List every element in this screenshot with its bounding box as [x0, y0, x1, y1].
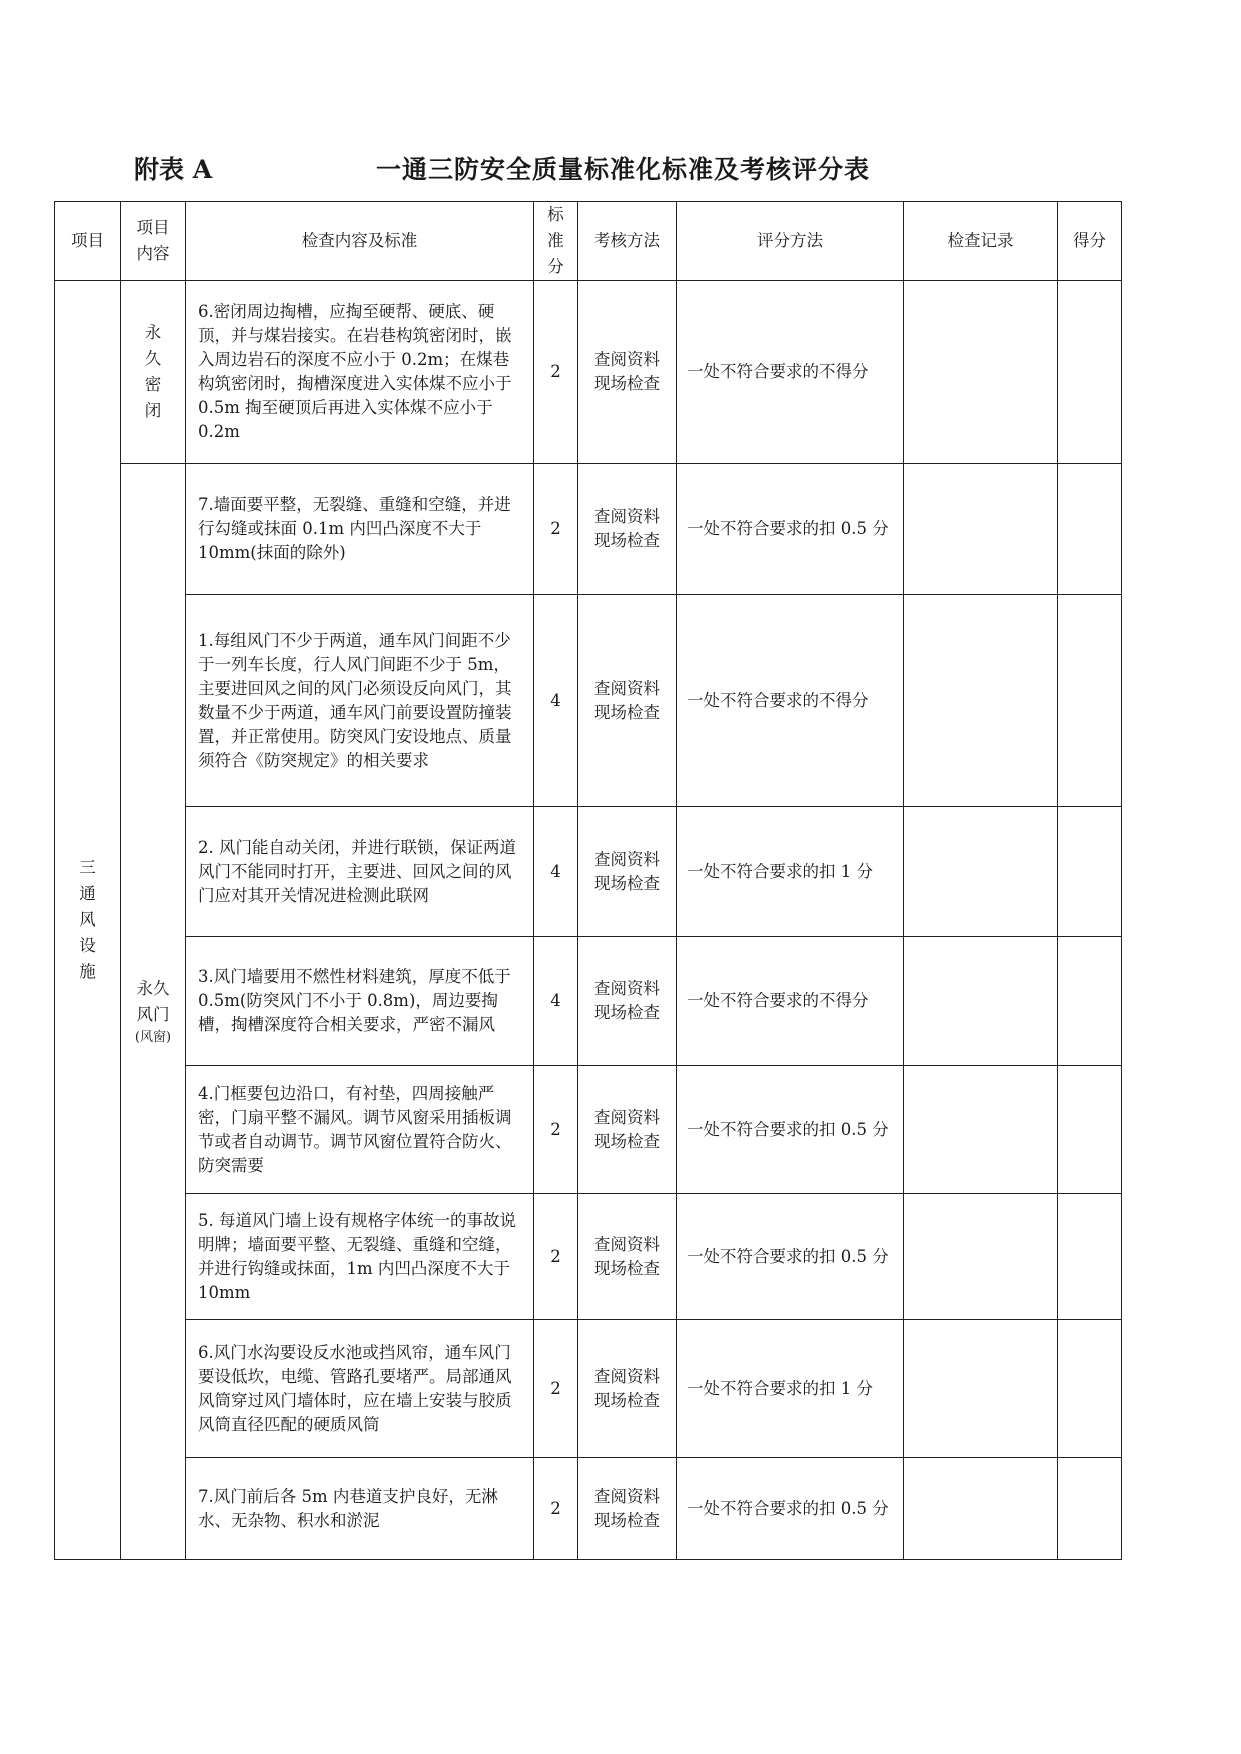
row-standard-score: 2	[534, 281, 578, 464]
table-row	[55, 281, 1122, 464]
row-got	[1058, 1458, 1122, 1560]
row-standard-score: 2	[534, 1458, 578, 1560]
row-record	[904, 1194, 1058, 1320]
header-standard-score: 标准分	[534, 202, 578, 281]
header-scoring: 评分方法	[677, 202, 904, 281]
row-record	[904, 595, 1058, 807]
row-scoring: 一处不符合要求的扣 0.5 分	[677, 464, 904, 595]
project-cell: 三通风设施	[55, 281, 121, 1560]
row-got	[1058, 464, 1122, 595]
row-method: 查阅资料 现场检查	[578, 464, 677, 595]
row-scoring: 一处不符合要求的扣 0.5 分	[677, 1194, 904, 1320]
row-content: 6.密闭周边掏槽，应掏至硬帮、硬底、硬顶，并与煤岩接实。在岩巷构筑密闭时，嵌入周边岩石的深度不应小于 0.2m；在煤巷构筑密闭时，掏槽深度进入实体煤不应小于 0.5m 掏至硬顶后再进入实体煤不应小于 0.2m	[186, 281, 534, 464]
row-scoring: 一处不符合要求的扣 1 分	[677, 1320, 904, 1458]
row-standard-score: 2	[534, 1066, 578, 1194]
row-record	[904, 281, 1058, 464]
row-content: 5. 每道风门墙上设有规格字体统一的事故说明牌；墙面要平整、无裂缝、重缝和空缝，并进行钩缝或抹面，1m 内凹凸深度不大于 10mm	[186, 1194, 534, 1320]
row-scoring: 一处不符合要求的不得分	[677, 595, 904, 807]
row-content: 6.风门水沟要设反水池或挡风帘，通车风门要设低坎，电缆、管路孔要堵严。局部通风风筒穿过风门墙体时，应在墙上安装与胶质风筒直径匹配的硬质风筒	[186, 1320, 534, 1458]
scoring-table	[54, 201, 1122, 1560]
row-record	[904, 1320, 1058, 1458]
row-method: 查阅资料 现场检查	[578, 1066, 677, 1194]
row-method: 查阅资料 现场检查	[578, 281, 677, 464]
row-content: 4.门框要包边沿口，有衬垫，四周接触严密，门扇平整不漏风。调节风窗采用插板调节或者自动调节。调节风窗位置符合防火、防突需要	[186, 1066, 534, 1194]
table-row	[55, 1066, 1122, 1194]
group-cell-sealing: 永久密闭	[121, 281, 186, 464]
row-content: 1.每组风门不少于两道，通车风门间距不少于一列车长度，行人风门间距不少于 5m，主要进回风之间的风门必须设反向风门，其数量不少于两道，通车风门前要设置防撞装置，并正常使用。防突风门安设地点、质量须符合《防突规定》的相关要求	[186, 595, 534, 807]
row-content: 3.风门墙要用不燃性材料建筑，厚度不低于 0.5m(防突风门不小于 0.8m)，周边要掏槽，掏槽深度符合相关要求，严密不漏风	[186, 937, 534, 1066]
header-record: 检查记录	[904, 202, 1058, 281]
row-record	[904, 1066, 1058, 1194]
row-got	[1058, 1066, 1122, 1194]
row-standard-score: 2	[534, 1194, 578, 1320]
row-record	[904, 464, 1058, 595]
row-method: 查阅资料 现场检查	[578, 807, 677, 937]
title-main: 一通三防安全质量标准化标准及考核评分表	[376, 155, 871, 184]
row-record	[904, 807, 1058, 937]
row-content: 7.墙面要平整，无裂缝、重缝和空缝，并进行勾缝或抹面 0.1m 内凹凸深度不大于 10mm(抹面的除外)	[186, 464, 534, 595]
row-got	[1058, 1320, 1122, 1458]
table-row	[55, 1458, 1122, 1560]
header-project: 项目	[55, 202, 121, 281]
row-got	[1058, 937, 1122, 1066]
header-method: 考核方法	[578, 202, 677, 281]
row-scoring: 一处不符合要求的扣 0.5 分	[677, 1458, 904, 1560]
row-method: 查阅资料 现场检查	[578, 1458, 677, 1560]
row-got	[1058, 281, 1122, 464]
table-row	[55, 595, 1122, 807]
row-method: 查阅资料 现场检查	[578, 1320, 677, 1458]
row-standard-score: 2	[534, 1320, 578, 1458]
row-standard-score: 4	[534, 937, 578, 1066]
table-row	[55, 1194, 1122, 1320]
row-record	[904, 937, 1058, 1066]
header-row	[55, 202, 1122, 281]
table-row	[55, 464, 1122, 595]
row-got	[1058, 595, 1122, 807]
row-standard-score: 4	[534, 807, 578, 937]
row-content: 2. 风门能自动关闭，并进行联锁，保证两道风门不能同时打开，主要进、回风之间的风门应对其开关情况进检测此联网	[186, 807, 534, 937]
row-standard-score: 2	[534, 464, 578, 595]
document-title	[134, 150, 1034, 190]
table-row	[55, 807, 1122, 937]
row-got	[1058, 807, 1122, 937]
row-scoring: 一处不符合要求的扣 1 分	[677, 807, 904, 937]
title-prefix: 附表 A	[134, 155, 213, 184]
row-method: 查阅资料 现场检查	[578, 937, 677, 1066]
row-content: 7.风门前后各 5m 内巷道支护良好，无淋水、无杂物、积水和淤泥	[186, 1458, 534, 1560]
header-sub-item: 项目内容	[121, 202, 186, 281]
table-row	[55, 937, 1122, 1066]
row-standard-score: 4	[534, 595, 578, 807]
header-content: 检查内容及标准	[186, 202, 534, 281]
row-scoring: 一处不符合要求的不得分	[677, 937, 904, 1066]
row-method: 查阅资料 现场检查	[578, 595, 677, 807]
row-record	[904, 1458, 1058, 1560]
header-score: 得分	[1058, 202, 1122, 281]
row-scoring: 一处不符合要求的扣 0.5 分	[677, 1066, 904, 1194]
row-got	[1058, 1194, 1122, 1320]
row-scoring: 一处不符合要求的不得分	[677, 281, 904, 464]
table-row	[55, 1320, 1122, 1458]
group-cell-door: 永久风门 (风窗)	[121, 464, 186, 1560]
row-method: 查阅资料 现场检查	[578, 1194, 677, 1320]
